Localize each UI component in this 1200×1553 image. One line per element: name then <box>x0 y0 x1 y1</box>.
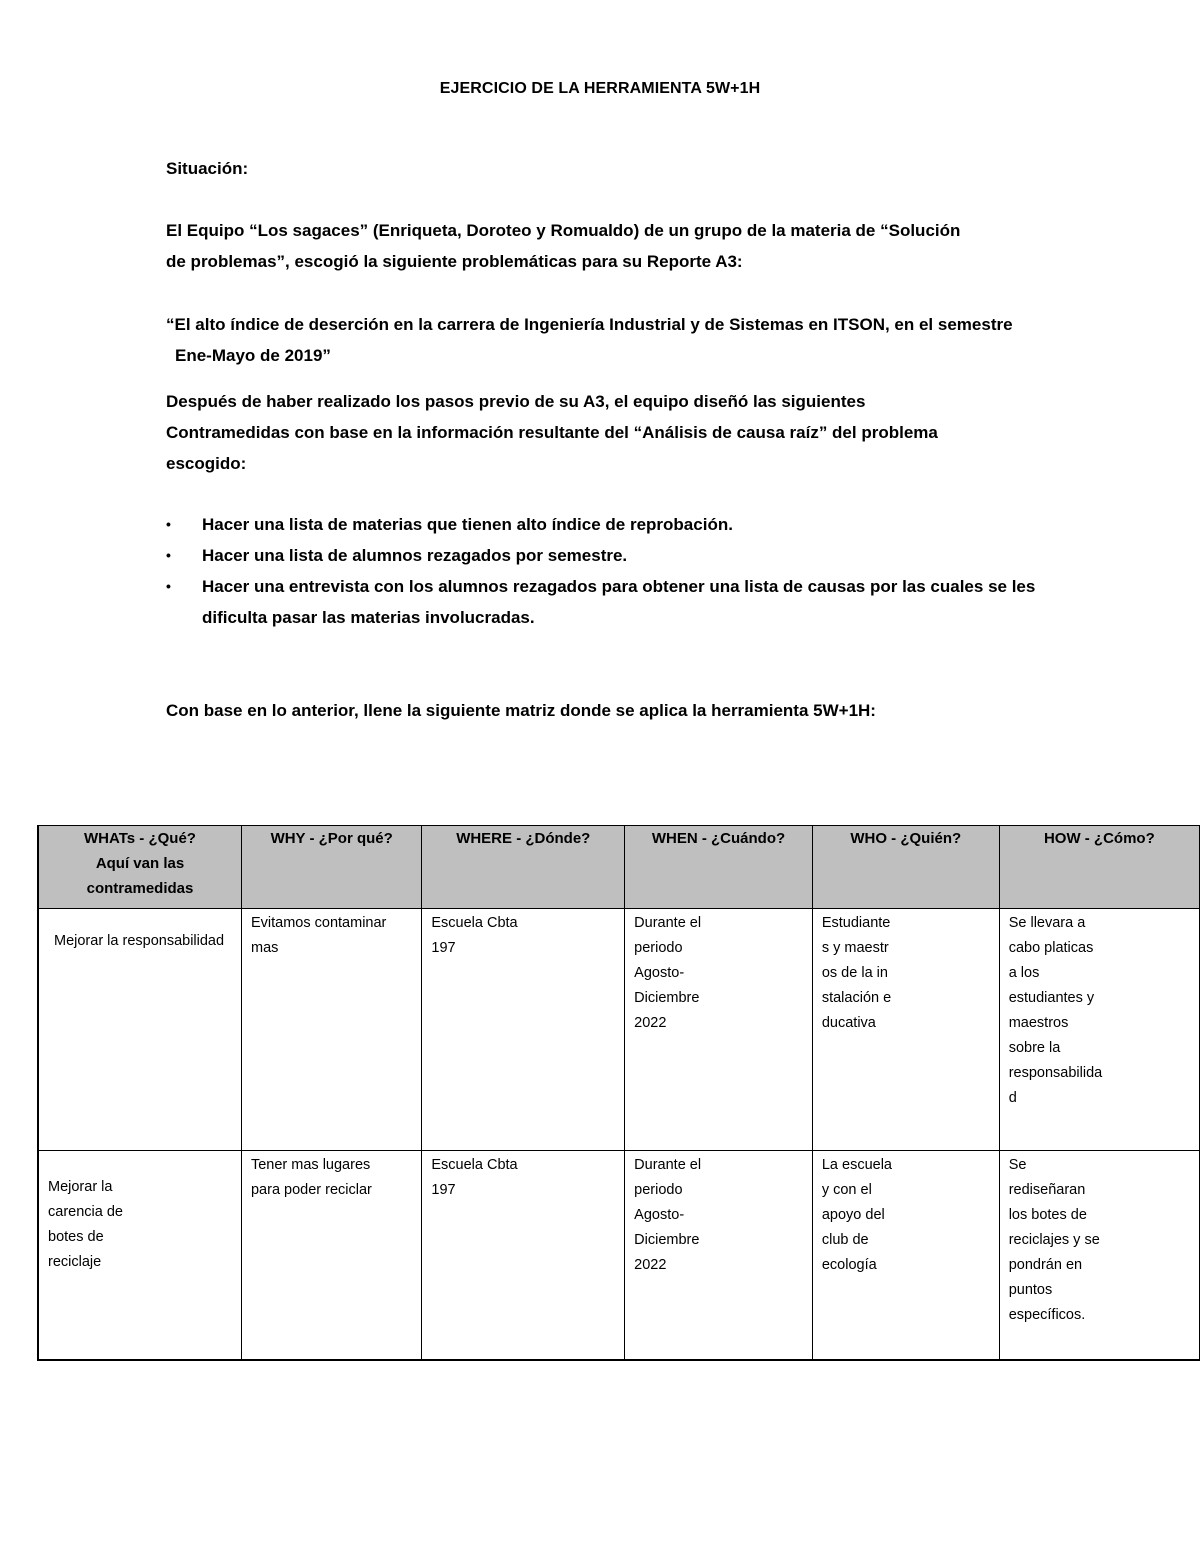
cell-who-text: Estudiantes y maestros de la instalación educativa <box>821 915 892 1031</box>
problem-line: Ene-Mayo de 2019” <box>175 346 331 365</box>
5w1h-matrix <box>37 825 1200 1361</box>
countermeasures-list <box>166 509 1046 633</box>
cell-where <box>422 1151 625 1361</box>
page-title: EJERCICIO DE LA HERRAMIENTA 5W+1H <box>439 80 761 97</box>
cell-how-text: Se rediseñaran los botes de reciclajes y se pondrán en puntos específicos. <box>1008 1157 1100 1323</box>
list-item <box>166 540 1046 571</box>
cell-where <box>422 909 625 1151</box>
cell-what-text: Mejorar la carencia de botes de reciclaje <box>48 1179 123 1270</box>
header-what <box>38 826 241 909</box>
cell-how-text: Se llevara a cabo platicas a los estudiantes y maestros sobre la responsabilidad <box>1008 915 1103 1106</box>
cell-how <box>999 909 1199 1151</box>
bullet-icon: • <box>166 516 171 532</box>
cell-why <box>241 909 421 1151</box>
cell-when <box>625 1151 813 1361</box>
cell-where-text: Escuela Cbta 197 <box>431 1157 518 1198</box>
after-line: Después de haber realizado los pasos previo de su A3, el equipo diseñó las siguientes <box>166 392 866 411</box>
cell-why-text: Tener mas lugares para poder reciclar <box>250 1157 372 1198</box>
header-why: WHY - ¿Por qué? <box>241 826 421 909</box>
header-where: WHERE - ¿Dónde? <box>422 826 625 909</box>
instruction-text: Con base en lo anterior, llene la siguiente matriz donde se aplica la herramienta 5W+1H: <box>166 701 876 720</box>
list-item-text: Hacer una lista de alumnos rezagados por semestre. <box>202 546 628 565</box>
header-who: WHO - ¿Quién? <box>812 826 999 909</box>
bullet-icon: • <box>166 578 171 594</box>
problem-line: “El alto índice de deserción en la carrera de Ingeniería Industrial y de Sistemas en ITSON, en el semestre <box>166 315 1013 334</box>
intro-line: de problemas”, escogió la siguiente problemáticas para su Reporte A3: <box>166 252 743 271</box>
cell-who-text: La escuela y con el apoyo del club de ecología <box>821 1157 892 1273</box>
situacion-label: Situación: <box>166 159 249 178</box>
list-item-text: Hacer una entrevista con los alumnos rezagados para obtener una lista de causas por las cuales se les dificulta pasar las materias involucradas. <box>202 577 1036 627</box>
cell-when <box>625 909 813 1151</box>
cell-what <box>38 1151 241 1361</box>
cell-how <box>999 1151 1199 1361</box>
cell-who <box>812 1151 999 1361</box>
table-row <box>38 909 1200 1151</box>
cell-where-text: Escuela Cbta 197 <box>431 915 518 956</box>
cell-what: Mejorar la responsabilidad <box>38 909 241 1151</box>
cell-why <box>241 1151 421 1361</box>
cell-who <box>812 909 999 1151</box>
after-line: Contramedidas con base en la información resultante del “Análisis de causa raíz” del problema <box>166 423 938 442</box>
table-header-row <box>38 826 1200 909</box>
header-when: WHEN - ¿Cuándo? <box>625 826 813 909</box>
header-how: HOW - ¿Cómo? <box>999 826 1199 909</box>
intro-paragraph <box>166 215 1066 277</box>
list-item <box>166 509 1046 540</box>
header-what-line: Aquí van las <box>95 855 185 872</box>
table-row <box>38 1151 1200 1361</box>
after-paragraph <box>166 386 1066 479</box>
intro-line: El Equipo “Los sagaces” (Enriqueta, Doroteo y Romualdo) de un grupo de la materia de “Solución <box>166 221 961 240</box>
header-what-line: WHATs - ¿Qué? <box>84 830 196 847</box>
bullet-icon: • <box>166 547 171 563</box>
list-item <box>166 571 1046 633</box>
after-line: escogido: <box>166 454 247 473</box>
cell-when-text: Durante el periodo Agosto-Diciembre 2022 <box>634 1157 702 1273</box>
header-what-line: contramedidas <box>86 880 194 897</box>
cell-why-text: Evitamos contaminar mas <box>250 915 387 956</box>
problem-statement <box>166 309 1066 371</box>
cell-when-text: Durante el periodo Agosto-Diciembre 2022 <box>634 915 702 1031</box>
list-item-text: Hacer una lista de materias que tienen alto índice de reprobación. <box>202 515 733 534</box>
